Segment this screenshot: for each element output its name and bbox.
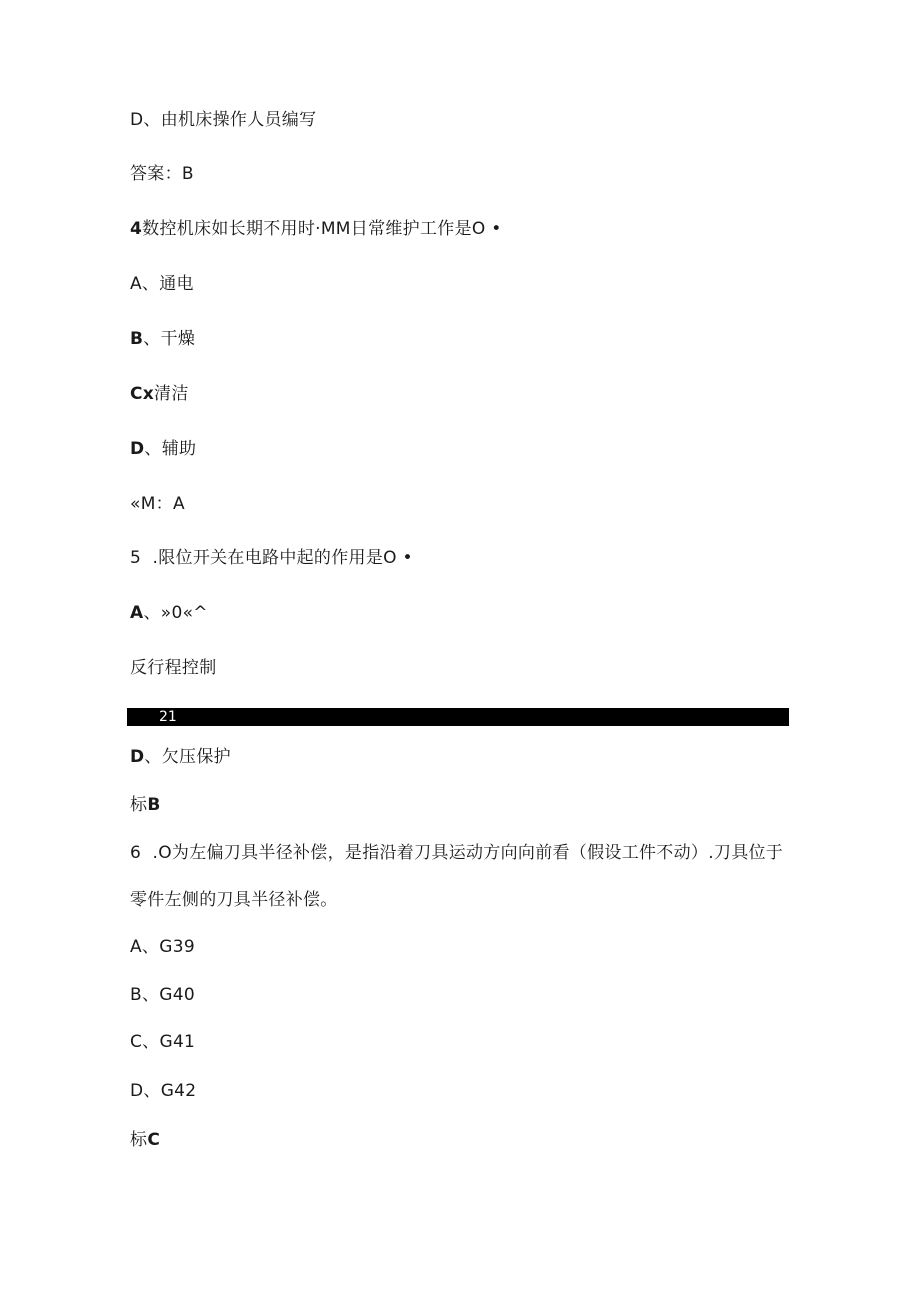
q4-option-d-text: 、辅助 [144,439,197,459]
q5-option-a-letter: A [130,603,144,623]
q6-answer-prefix: 标 [130,1130,148,1150]
q5-option-d-text: 、欠压保护 [144,747,231,767]
q5-answer-prefix: 标 [130,795,148,815]
q3-option-d: D、由机床操作人员编写 [130,110,317,130]
q3-answer: 答案：B [130,164,194,184]
q4-question-text: 数控机床如长期不用时·MM日常维护工作是O • [142,219,502,239]
q4-option-d-letter: D [130,439,145,459]
q4-option-c [130,383,189,405]
q5-option-a [130,602,208,624]
q6-answer [130,1129,160,1151]
q4-option-b [130,328,195,350]
q5-answer-letter: B [147,795,161,815]
q4-option-b-letter: B [130,329,144,349]
q6-answer-letter: C [147,1130,161,1150]
q4-option-c-text: 清洁 [154,384,189,404]
q4-option-a: A、通电 [130,274,194,294]
q5-option-a-text: 、»0«^ [143,603,208,623]
q5-question: 5 .限位开关在电路中起的作用是O • [130,548,413,568]
q4-option-b-text: 、干燥 [143,329,196,349]
q4-option-c-letter: Cx [130,384,155,404]
page-number: 21 [159,709,177,725]
q5-option-d-letter: D [130,747,145,767]
q6-option-c: C、G41 [130,1032,196,1052]
q6-question-line2: 零件左侧的刀具半径补偿。 [130,890,338,910]
q5-answer [130,794,161,816]
q4-question [130,218,502,240]
q4-answer: «M：A [130,494,185,514]
q4-question-number: 4 [130,219,143,239]
q5-option-d [130,746,231,768]
q6-option-d: D、G42 [130,1081,197,1101]
q5-option-c-fragment: 反行程控制 [130,658,217,678]
q6-option-a: A、G39 [130,937,195,957]
q4-option-d [130,438,196,460]
q6-option-b: B、G40 [130,985,195,1005]
page-number-bar [127,708,789,726]
q6-question-line1: 6 .O为左偏刀具半径补偿，是指沿着刀具运动方向向前看（假设工件不动）.刀具位于 [130,843,784,863]
